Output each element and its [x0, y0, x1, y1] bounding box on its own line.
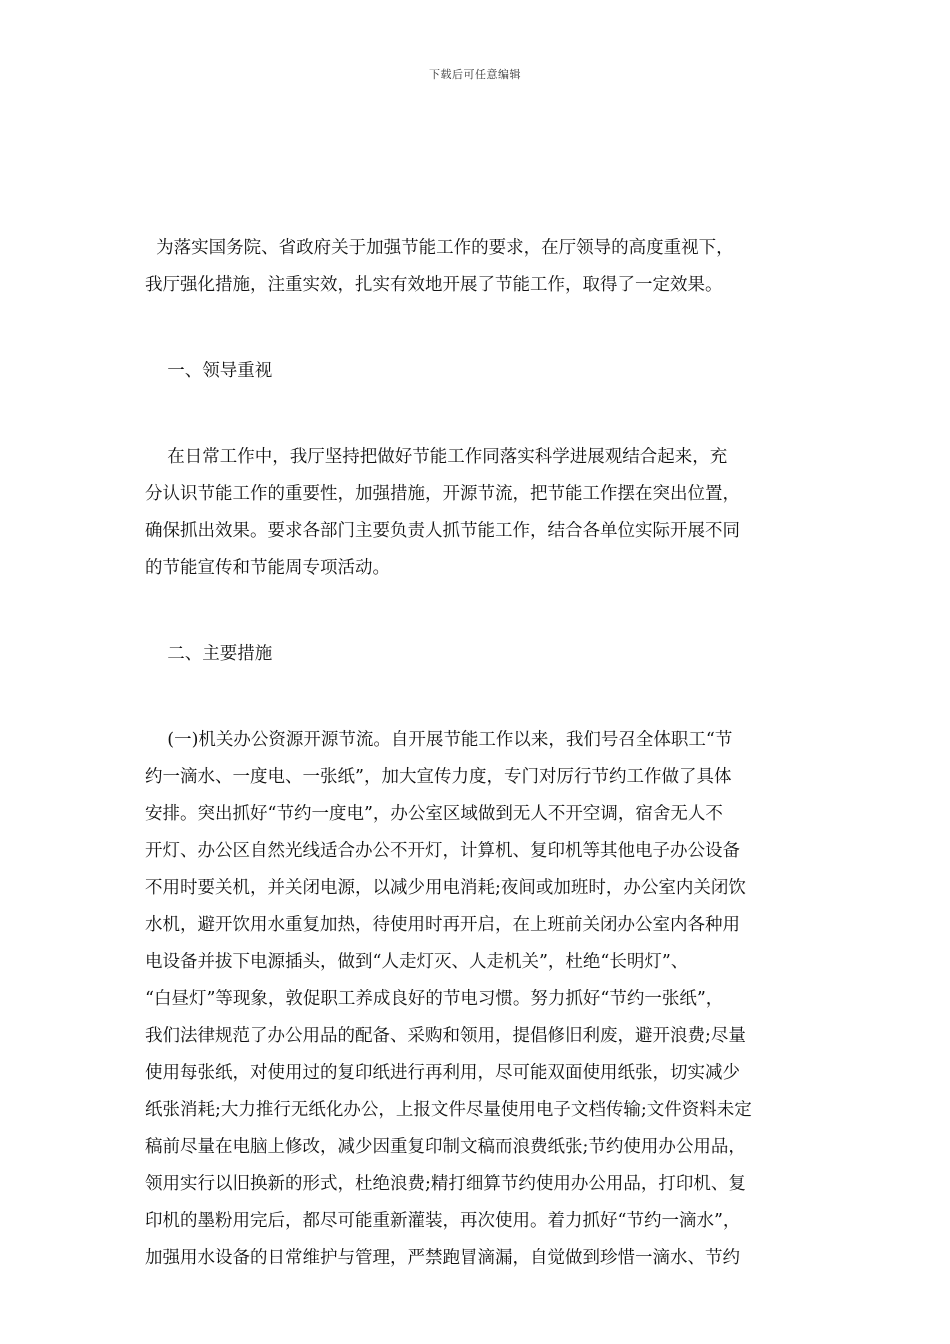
intro-line: 我厅强化措施，注重实效，扎实有效地开展了节能工作，取得了一定效果。: [145, 275, 723, 295]
section1-line: 分认识节能工作的重要性，加强措施，开源节流，把节能工作摆在突出位置，: [145, 484, 740, 504]
spacer: [145, 587, 815, 636]
spacer: [145, 304, 815, 353]
section2-line: 电设备并拔下电源插头，做到“人走灯灭、人走机关”，杜绝“长明灯”、: [145, 952, 689, 972]
intro-line: 为落实国务院、省政府关于加强节能工作的要求，在厅领导的高度重视下，: [145, 238, 734, 258]
section2-line: 印机的墨粉用完后，都尽可能重新灌装，再次使用。着力抓好“节约一滴水”，: [145, 1211, 741, 1231]
section2-line: 稿前尽量在电脑上修改，减少因重复印制文稿而浪费纸张;节约使用办公用品，: [145, 1137, 746, 1157]
intro-paragraph: [145, 230, 815, 304]
section-heading-leadership: 一、领导重视: [145, 361, 273, 381]
section2-line: 加强用水设备的日常维护与管理，严禁跑冒滴漏，自觉做到珍惜一滴水、节约: [145, 1248, 740, 1268]
section2-line: (一)机关办公资源开源节流。自开展节能工作以来，我们号召全体职工“节: [145, 730, 733, 750]
section2-line: 使用每张纸，对使用过的复印纸进行再利用，尽可能双面使用纸张，切实减少: [145, 1063, 740, 1083]
spacer: [145, 390, 815, 439]
section2-line: 纸张消耗;大力推行无纸化办公，上报文件尽量使用电子文档传输;文件资料未定: [145, 1100, 752, 1120]
section2-line: “白昼灯”等现象，敦促职工养成良好的节电习惯。努力抓好“节约一张纸”，: [145, 989, 724, 1009]
section-heading-measures: 二、主要措施: [145, 644, 273, 664]
section2-line: 水机，避开饮用水重复加热，待使用时再开启，在上班前关闭办公室内各种用: [145, 915, 740, 935]
section1-paragraph: [145, 439, 815, 587]
spacer: [145, 673, 815, 722]
section1-line: 在日常工作中，我厅坚持把做好节能工作同落实科学进展观结合起来，充: [145, 447, 728, 467]
section2-line: 领用实行以旧换新的形式，杜绝浪费;精打细算节约使用办公用品，打印机、复: [145, 1174, 746, 1194]
section1-line: 确保抓出效果。要求各部门主要负责人抓节能工作，结合各单位实际开展不同: [145, 521, 740, 541]
page-header: 下载后可任意编辑: [429, 68, 521, 81]
section2-paragraph: [145, 722, 815, 1277]
section2-line: 不用时要关机，并关闭电源，以减少用电消耗;夜间或加班时，办公室内关闭饮: [145, 878, 746, 898]
section2-line: 约一滴水、一度电、一张纸”，加大宣传力度，专门对厉行节约工作做了具体: [145, 767, 732, 787]
document-body: [145, 230, 815, 1277]
section2-line: 我们法律规范了办公用品的配备、采购和领用，提倡修旧利废，避开浪费;尽量: [145, 1026, 746, 1046]
section1-line: 的节能宣传和节能周专项活动。: [145, 558, 390, 578]
section2-line: 安排。突出抓好“节约一度电”，办公室区域做到无人不开空调，宿舍无人不: [145, 804, 723, 824]
section2-line: 开灯、办公区自然光线适合办公不开灯，计算机、复印机等其他电子办公设备: [145, 841, 740, 861]
